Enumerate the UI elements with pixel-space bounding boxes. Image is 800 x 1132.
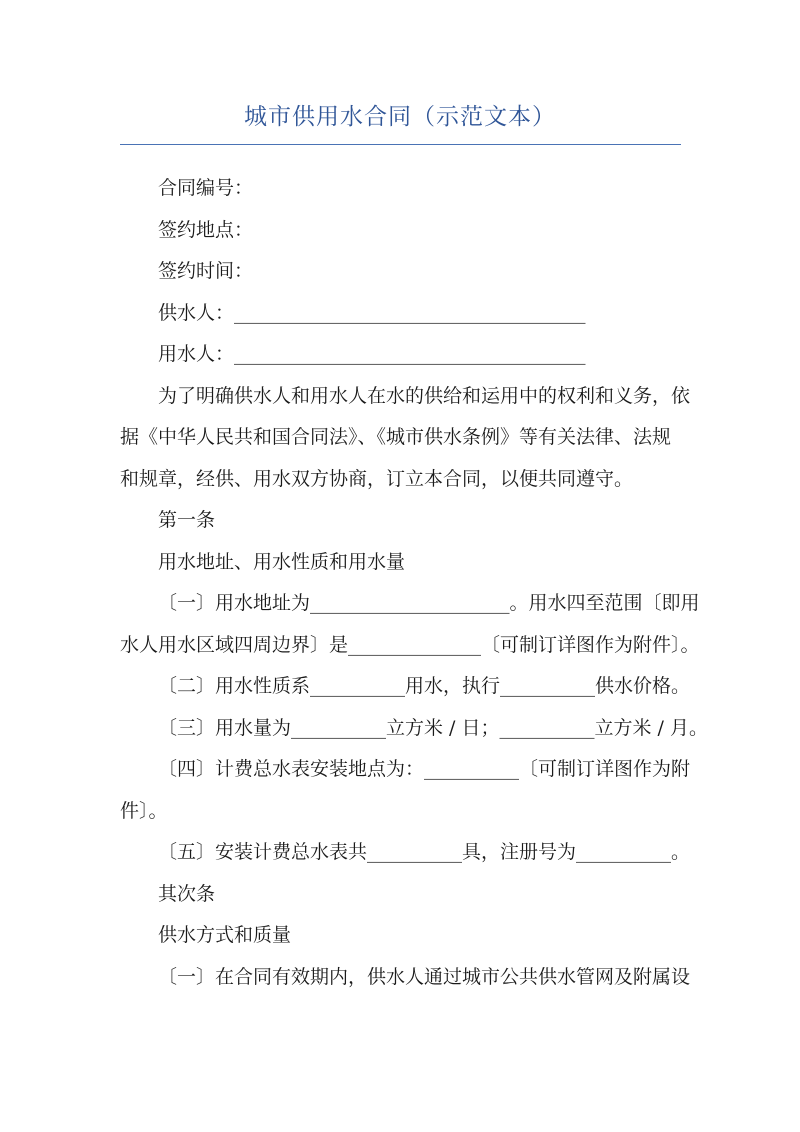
signing-place-line: 签约地点：	[158, 218, 254, 241]
clause-1-3: 〔三〕用水量为__________立方米 / 日；__________立方米 / 月。	[158, 716, 708, 739]
article-2-title: 供水方式和质量	[158, 924, 292, 946]
clause-1-2: 〔二〕用水性质系__________用水，执行__________供水价格。	[158, 675, 691, 697]
preamble-line-1: 为了明确供水人和用水人在水的供给和运用中的权利和义务，依	[158, 384, 691, 407]
supplier-line: 供水人：_____________________________________	[158, 301, 586, 324]
clause-1-5: 〔五〕安装计费总水表共__________具，注册号为__________。	[158, 841, 691, 863]
clause-2-1-line-1: 〔一〕在合同有效期内，供水人通过城市公共供水管网及附属设	[158, 965, 691, 988]
clause-1-1-line-2: 水人用水区域四周边界〕是______________〔可制订详图作为附件〕。	[120, 633, 700, 656]
contract-body	[120, 168, 708, 998]
article-1-title: 用水地址、用水性质和用水量	[158, 550, 406, 573]
signing-time-line: 签约时间：	[158, 260, 254, 282]
consumer-line: 用水人：_____________________________________	[158, 343, 586, 365]
contract-number-line: 合同编号：	[158, 177, 254, 199]
clause-1-1-line-1: 〔一〕用水地址为_____________________。用水四至范围〔即用	[158, 592, 700, 614]
clause-1-4-line-2: 件〕。	[120, 799, 168, 822]
article-2-heading: 其次条	[158, 882, 216, 905]
article-1-heading: 第一条	[158, 509, 216, 531]
page-title: 城市供用水合同（示范文本）	[244, 104, 556, 130]
preamble-line-3: 和规章，经供、用水双方协商，订立本合同，以便共同遵守。	[120, 467, 634, 490]
clause-1-4-line-1: 〔四〕计费总水表安装地点为：__________〔可制订详图作为附	[158, 758, 691, 780]
preamble-line-2: 据《中华人民共和国合同法》、《城市供水条例》等有关法律、法规	[120, 426, 672, 448]
title-divider	[120, 144, 681, 145]
